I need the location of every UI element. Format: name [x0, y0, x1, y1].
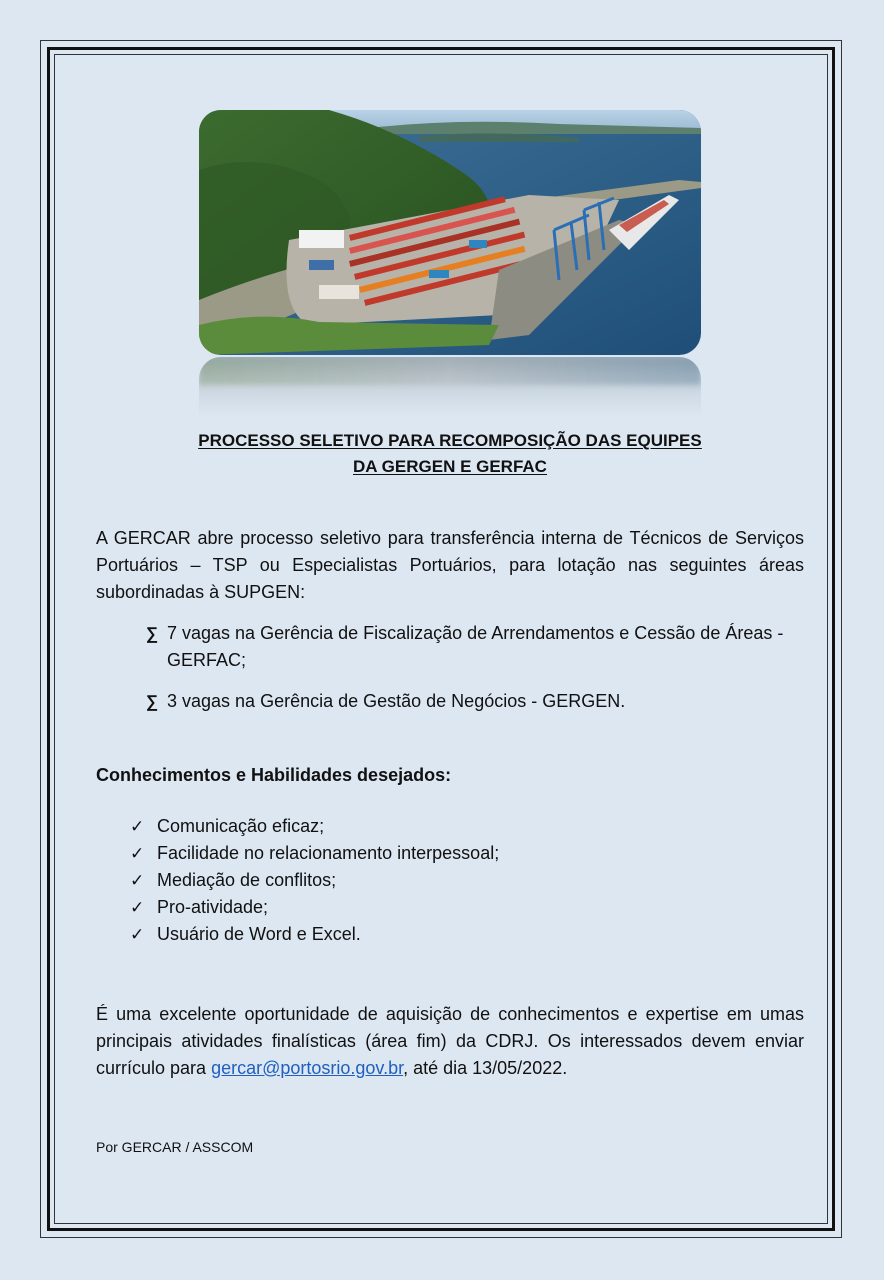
list-item	[130, 894, 499, 921]
skill-text: Usuário de Word e Excel.	[157, 924, 361, 944]
list-item	[146, 620, 806, 674]
skill-text: Mediação de conflitos;	[157, 870, 337, 890]
vacancy-text: 7 vagas na Gerência de Fiscalização de Arrendamentos e Cessão de Áreas - GERFAC;	[167, 623, 784, 670]
list-item	[130, 921, 499, 948]
credit-line: Por GERCAR / ASSCOM	[96, 1139, 254, 1155]
skill-text: Pro-atividade;	[157, 897, 269, 917]
check-icon: ✓	[130, 844, 145, 863]
skills-list	[130, 813, 499, 948]
email-link[interactable]: gercar@portosrio.gov.br	[211, 1058, 404, 1078]
list-item	[130, 840, 499, 867]
title-line-2: DA GERGEN E GERFAC	[353, 457, 547, 476]
skills-heading: Conhecimentos e Habilidades desejados:	[96, 765, 452, 785]
vacancies-list	[146, 620, 806, 729]
sigma-bullet-icon: ∑	[146, 624, 159, 643]
sigma-bullet-icon: ∑	[146, 692, 159, 711]
list-item	[130, 813, 499, 840]
closing-paragraph	[96, 1001, 804, 1082]
closing-text: É uma excelente oportunidade de aquisição de conhecimentos e expertise em umas principais atividades finalísticas (área fim) da CDRJ. Os interessados devem enviar currículo para	[96, 1004, 804, 1078]
closing-deadline-text: , até dia 13/05/2022.	[403, 1058, 568, 1078]
port-photo-illustration	[199, 110, 701, 355]
check-icon: ✓	[130, 817, 145, 836]
check-icon: ✓	[130, 898, 145, 917]
list-item	[146, 688, 806, 715]
check-icon: ✓	[130, 925, 145, 944]
check-icon: ✓	[130, 871, 145, 890]
photo-reflection	[199, 357, 701, 417]
skill-text: Facilidade no relacionamento interpessoal;	[157, 843, 500, 863]
intro-paragraph: A GERCAR abre processo seletivo para transferência interna de Técnicos de Serviços Portuários – TSP ou Especialistas Portuários, para lotação nas seguintes áreas subordinadas à SUPGEN:	[96, 528, 804, 602]
vacancy-text: 3 vagas na Gerência de Gestão de Negócios - GERGEN.	[167, 691, 626, 711]
page-title	[100, 428, 800, 480]
title-line-1: PROCESSO SELETIVO PARA RECOMPOSIÇÃO DAS EQUIPES	[198, 431, 702, 450]
list-item	[130, 867, 499, 894]
port-photo	[199, 110, 701, 355]
skill-text: Comunicação eficaz;	[157, 816, 325, 836]
